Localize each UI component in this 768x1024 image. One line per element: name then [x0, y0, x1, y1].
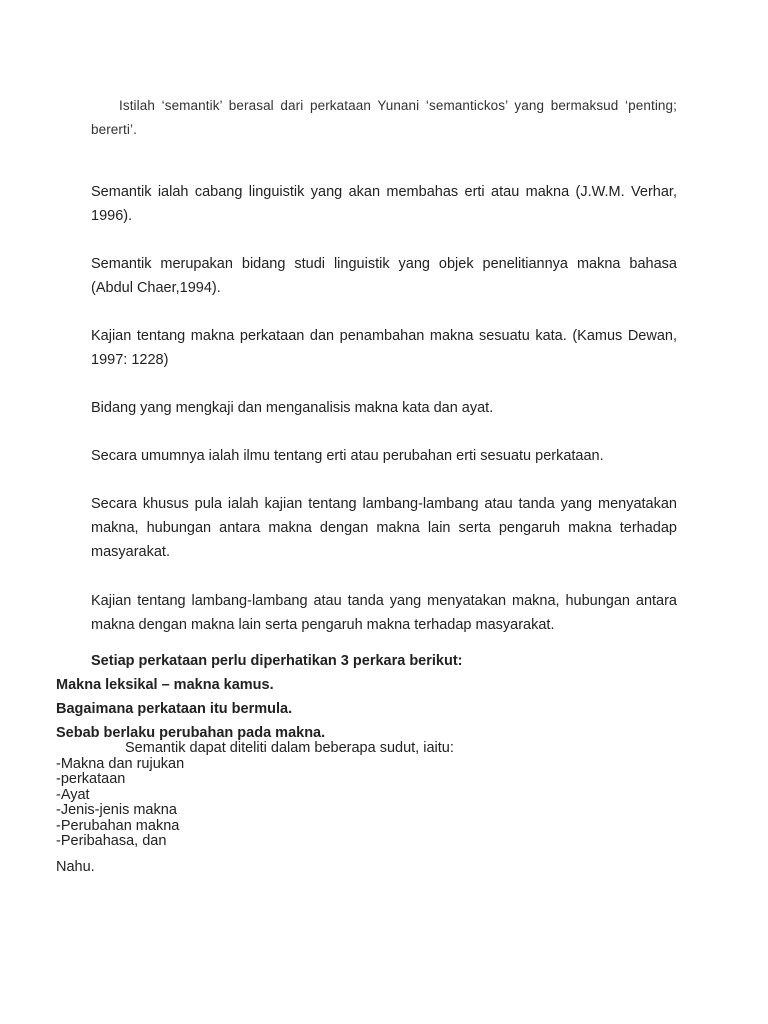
list-item: -Makna dan rujukan: [56, 755, 185, 772]
list-item: -Jenis-jenis makna: [56, 802, 177, 818]
bold-heading: Setiap perkataan perlu diperhatikan 3 perkara berikut:: [91, 653, 463, 669]
paragraph-field-study: Bidang yang mengkaji dan menganalisis makna kata dan ayat.: [91, 400, 494, 416]
paragraph-specific-meaning: Secara khusus pula ialah kajian tentang lambang-lambang atau tanda yang menyatakan makna, hubungan antara makna dengan makna lain serta pengaruh makna terhadap masyarakat.: [91, 496, 677, 560]
paragraph-general-meaning: Secara umumnya ialah ilmu tentang erti atau perubahan erti sesuatu perkataan.: [91, 448, 604, 464]
list-item: -Ayat: [56, 786, 90, 803]
paragraph-definition-verhar: Semantik ialah cabang linguistik yang akan membahas erti atau makna (J.W.M. Verhar, 1996).: [91, 184, 677, 224]
intro-paragraph: [91, 94, 677, 142]
aspects-list: [56, 741, 454, 850]
intro-text: Istilah ‘semantik’ berasal dari perkataan Yunani ‘semantickos’ yang bermaksud ‘penting; bererti’.: [91, 98, 677, 137]
list-item: -Perubahan makna: [56, 817, 180, 834]
list-item: -perkataan: [56, 771, 126, 787]
closing-text: Nahu.: [56, 859, 95, 875]
list-lead: Semantik dapat diteliti dalam beberapa sudut, iaitu:: [125, 740, 454, 756]
paragraph-definition-kamus-dewan: Kajian tentang makna perkataan dan penambahan makna sesuatu kata. (Kamus Dewan, 1997: 1228): [91, 328, 677, 368]
bold-point-change: Sebab berlaku perubahan pada makna.: [56, 725, 326, 741]
bold-point-origin: Bagaimana perkataan itu bermula.: [56, 701, 293, 717]
bold-point-lexical: Makna leksikal – makna kamus.: [56, 677, 274, 693]
list-item: -Peribahasa, dan: [56, 833, 167, 849]
paragraph-symbols-study: Kajian tentang lambang-lambang atau tanda yang menyatakan makna, hubungan antara makna dengan makna lain serta pengaruh makna terhadap masyarakat.: [91, 593, 677, 633]
paragraph-definition-chaer: Semantik merupakan bidang studi linguistik yang objek penelitiannya makna bahasa (Abdul Chaer,1994).: [91, 256, 677, 296]
